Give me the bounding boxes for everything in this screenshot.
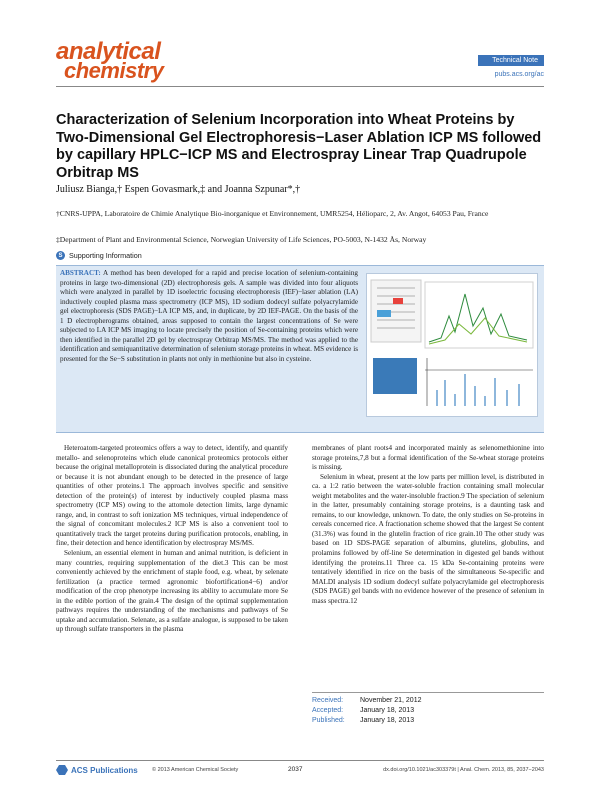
acs-publications-logo[interactable] — [56, 765, 138, 775]
body-paragraph: Heteroatom-targeted proteomics offers a way to detect, identify, and quantify metallo- and selenoproteins which elude canonical proteomics protocols either because the original metalloprotein is dissociated during the analytical procedure or because it is not abundant enough to be detected in the presence of large quantities of other proteins.1 The approach involves specific and sensitive detection of the protein(s) of interest by inductively coupled plasma mass spectrometry (ICP MS) owing to the attomole detection limits, large dynamic range, and, in contrast to soft ionization MS techniques, virtual independence of the signal of concomitant molecules.2 ICP MS is also a convenient tool to quantitatively track the target proteins during purification protocols, enabling, in fine, their detection and hence identification by electrospray MS/MS. — [56, 444, 288, 548]
header-divider — [56, 86, 544, 87]
journal-logo-line2: chemistry — [64, 58, 164, 83]
supporting-info-icon: S — [56, 251, 65, 260]
journal-logo-line1: analytical — [56, 38, 161, 65]
acs-hex-icon — [56, 765, 68, 775]
section-badge: Technical Note — [478, 55, 544, 66]
journal-url[interactable]: pubs.acs.org/ac — [494, 71, 544, 78]
copyright: © 2013 American Chemical Society — [152, 767, 239, 773]
abstract-body: A method has been developed for a rapid and precise location of selenium-containing proteins in large two-dimensional (2D) electrophoresis gels. A sample was divided into four aliquots which were analyzed in parallel by 1D isoelectric focusing electrophoresis (IEF)−laser ablation (LA) inductively coupled plasma mass spectrometry (ICP MS), 1D sodium dodecyl sulfate polyacrylamide gel electrophoresis (SDS PAGE)−LA ICP MS, and, in duplicate, by 2D IEF-PAGE. On the basis of the 1 D electropherograms obtained, areas supposed to contain the largest concentrations of Se were subjected to LA ICP MS imaging to locate precisely the position of Se-containing proteins which were then identified in the parallel 2D gel by electrospray Orbitrap MS/MS. The method was applied to the identification and semiquantitative determination of selenium storage proteins in wheat. MS evidence is presented for the Se−S substitution in plants not only in methionine but also in cysteine. — [60, 269, 358, 363]
affiliation-2: ‡Department of Plant and Environmental Science, Norwegian University of Life Sciences, PO-5003, N-1432 Ås, Norway — [56, 235, 427, 244]
author-list: Juliusz Bianga,† Espen Govasmark,‡ and Joanna Szpunar*,† — [56, 184, 301, 195]
history-date: January 18, 2013 — [360, 717, 415, 724]
history-date: November 21, 2012 — [360, 697, 422, 704]
body-column-left — [56, 444, 288, 635]
history-label: Published: — [312, 717, 345, 724]
abstract-label: ABSTRACT: — [60, 269, 101, 277]
toc-graphic-image — [367, 274, 537, 416]
supporting-info-link[interactable] — [56, 251, 142, 260]
affiliation-1: †CNRS-UPPA, Laboratoire de Chimie Analytique Bio-inorganique et Environnement, UMR5254, Hélioparc, 2, Av. Angot, 64053 Pau, France — [56, 209, 489, 218]
page-number: 2037 — [288, 766, 303, 773]
toc-graphic — [366, 273, 538, 417]
doi-citation[interactable]: dx.doi.org/10.1021/ac303379t | Anal. Chem. 2013, 85, 2037−2043 — [383, 767, 544, 773]
history-row — [312, 716, 544, 726]
body-paragraph: Selenium in wheat, present at the low parts per million level, is distributed in ca. a 1:2 ratio between the water-soluble fraction containing small molecular weight metabolites and the water-insoluble fraction.9 The speciation of selenium in the latter, presumably containing storage proteins, is a daunting task and remains, to our knowledge, unknown. To date, the only studies on Se-proteins in cereals concerned rice. A fractionation scheme showed that the largest Se content (31.3%) was found in the glutelin fraction of rice grain.10 The other study was based on 1D SDS-PAGE separation of albumins, glutelins, globulins, and prolamins followed by off-line Se determination in digested gel bands without identifying the proteins.11 Three ca. 15 kDa Se-containing proteins were tentatively identified in rice on the basis of the simultaneous Se-specific and MALDI analysis 1D sodium dodecyl sulfate polyacrylamide gel electrophoresis (SDS PAGE) gel bands with no evidence however of the presence of selenium in mass spectra.12 — [312, 472, 544, 605]
history-label: Received: — [312, 697, 344, 704]
publisher-name: ACS Publications — [71, 765, 138, 775]
publication-history — [312, 692, 544, 726]
history-row — [312, 706, 544, 716]
history-row — [312, 696, 544, 706]
body-paragraph: membranes of plant roots4 and incorporated mainly as selenomethionine into storage proteins,7,8 but a formal identification of the Se-wheat storage proteins is missing. — [312, 444, 544, 472]
footer-divider — [56, 760, 544, 761]
body-column-right — [312, 444, 544, 606]
body-paragraph: Selenium, an essential element in human and animal nutrition, is deficient in many countries, requiring supplementation of the diet.3 This can be most conveniently achieved by the enrichment of staple food, e.g. wheat, by selenate fertilization (a practice termed agronomic biofortification4−6) and/or modification of the crop phenotype increasing its ability to accumulate more Se in the edible portion of the grain.4 The design of the optimal supplementation pathways requires the understanding of the mechanisms and pathways of Se uptake and accumulation. Selenate, as a sulfate analogue, is supposed to be taken up through sulfate transporters in the plasma — [56, 549, 288, 634]
supporting-info-label: Supporting Information — [69, 251, 142, 260]
history-label: Accepted: — [312, 707, 344, 714]
history-date: January 18, 2013 — [360, 707, 415, 714]
abstract-text — [60, 269, 358, 364]
article-title: Characterization of Selenium Incorporation into Wheat Proteins by Two-Dimensional Gel Electrophoresis−Laser Ablation ICP MS followed by capillary HPLC−ICP MS and Electrospray Linear Trap Quadrupole Orbitrap MS — [56, 112, 542, 181]
